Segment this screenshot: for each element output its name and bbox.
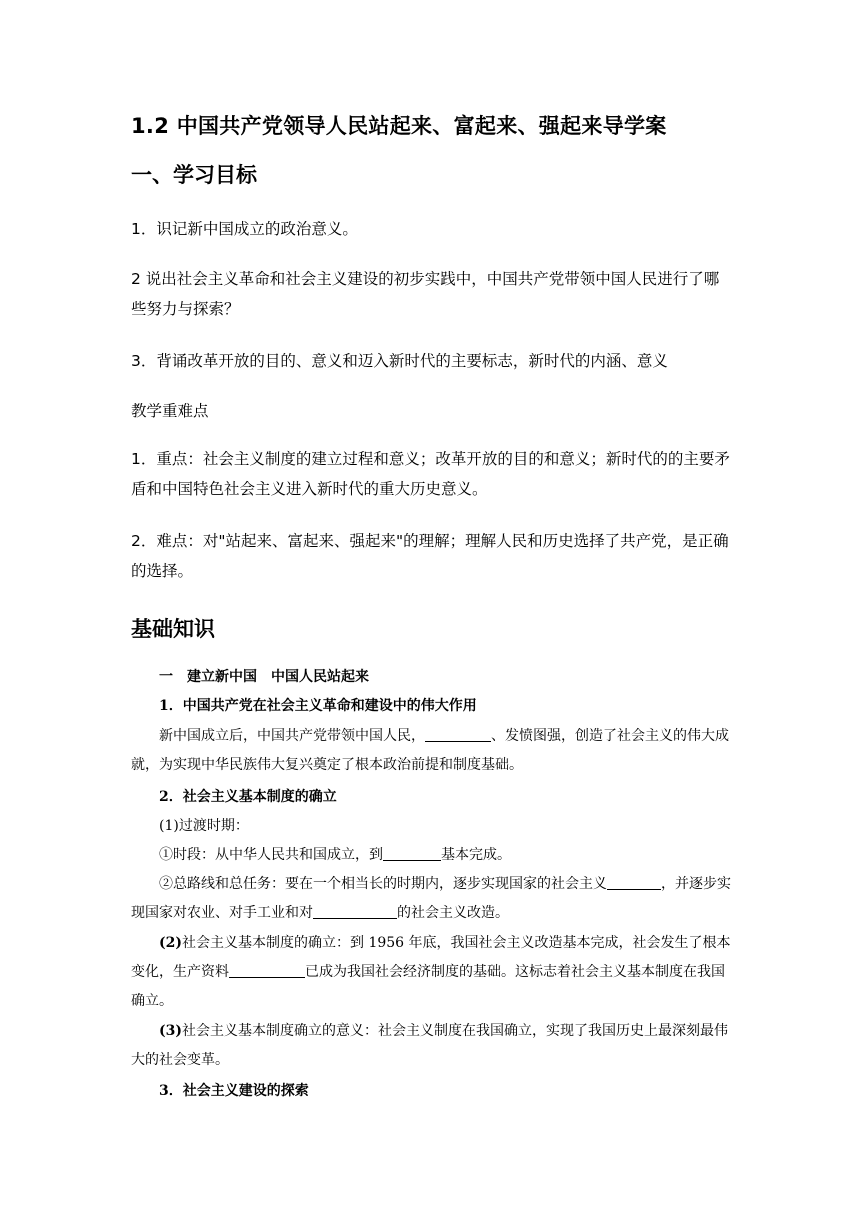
- fill-blank-2: [383, 845, 441, 861]
- general-line-paragraph: [131, 870, 732, 928]
- goal-item-2: 2 说出社会主义革命和社会主义建设的初步实践中，中国共产党带领中国人民进行了哪些努力与探索？: [131, 270, 720, 318]
- establishment-paragraph: [131, 929, 732, 1016]
- sub1-paragraph: [131, 722, 732, 780]
- fill-blank-1: [425, 726, 491, 742]
- difficulty-item-1: 1．重点：社会主义制度的建立过程和意义；改革开放的目的和意义；新时代的的主要矛盾和中国特色社会主义进入新时代的重大历史意义。: [131, 450, 730, 498]
- difficulty-item-2: 2．难点：对"站起来、富起来、强起来"的理解；理解人民和历史选择了共产党，是正确的选择。: [131, 532, 729, 580]
- transition-label: (1)过渡时期：: [159, 818, 249, 834]
- goal-item-1: 1．识记新中国成立的政治意义。: [131, 220, 358, 238]
- sub1-title: 1．中国共产党在社会主义革命和建设中的伟大作用: [159, 698, 477, 714]
- sub1-text-a: 新中国成立后，中国共产党带领中国人民，: [159, 728, 425, 744]
- sub3-title: 3．社会主义建设的探索: [159, 1083, 309, 1099]
- significance-paragraph: [131, 1017, 732, 1075]
- est-text-b: 已成为我国社会经济制度的基础。这标志着社会主义基本制度在我国确立。: [131, 964, 725, 1009]
- page-title: 1.2 中国共产党领导人民站起来、富起来、强起来导学案: [131, 114, 667, 138]
- line-text-b: ，并逐步实现国家对农业、对手工业和对: [131, 876, 731, 921]
- period-text-a: ①时段：从中华人民共和国成立，到: [159, 847, 383, 863]
- sub1-text-b: 、发愤图强，创造了社会主义的伟大成就，为实现中华民族伟大复兴奠定了根本政治前提和制度基础。: [131, 728, 729, 773]
- section-heading-basic: 基础知识: [131, 617, 215, 641]
- section-heading-goals: 一、学习目标: [131, 163, 257, 187]
- period-line: [131, 841, 732, 870]
- fill-blank-4: [313, 903, 397, 919]
- est-label: (2): [159, 935, 182, 951]
- sub2-title: 2．社会主义基本制度的确立: [159, 789, 337, 805]
- sig-text: 社会主义基本制度确立的意义：社会主义制度在我国确立，实现了我国历史上最深刻最伟大的社会变革。: [131, 1023, 728, 1068]
- fill-blank-5: [229, 962, 305, 978]
- sig-label: (3): [159, 1023, 182, 1039]
- difficulty-heading: 教学重难点: [131, 402, 209, 420]
- period-text-b: 基本完成。: [441, 847, 511, 863]
- line-text-a: ②总路线和总任务：要在一个相当长的时期内，逐步实现国家的社会主义: [159, 876, 607, 892]
- est-text-a: 社会主义基本制度的确立：到 1956 年底，我国社会主义改造基本完成，社会发生了根本变化，生产资料: [131, 935, 731, 980]
- goal-item-3: 3．背诵改革开放的目的、意义和迈入新时代的主要标志，新时代的内涵、意义: [131, 352, 668, 370]
- fill-blank-3: [607, 874, 661, 890]
- line-text-c: 的社会主义改造。: [397, 905, 509, 921]
- part1-title: 一 建立新中国 中国人民站起来: [159, 669, 369, 685]
